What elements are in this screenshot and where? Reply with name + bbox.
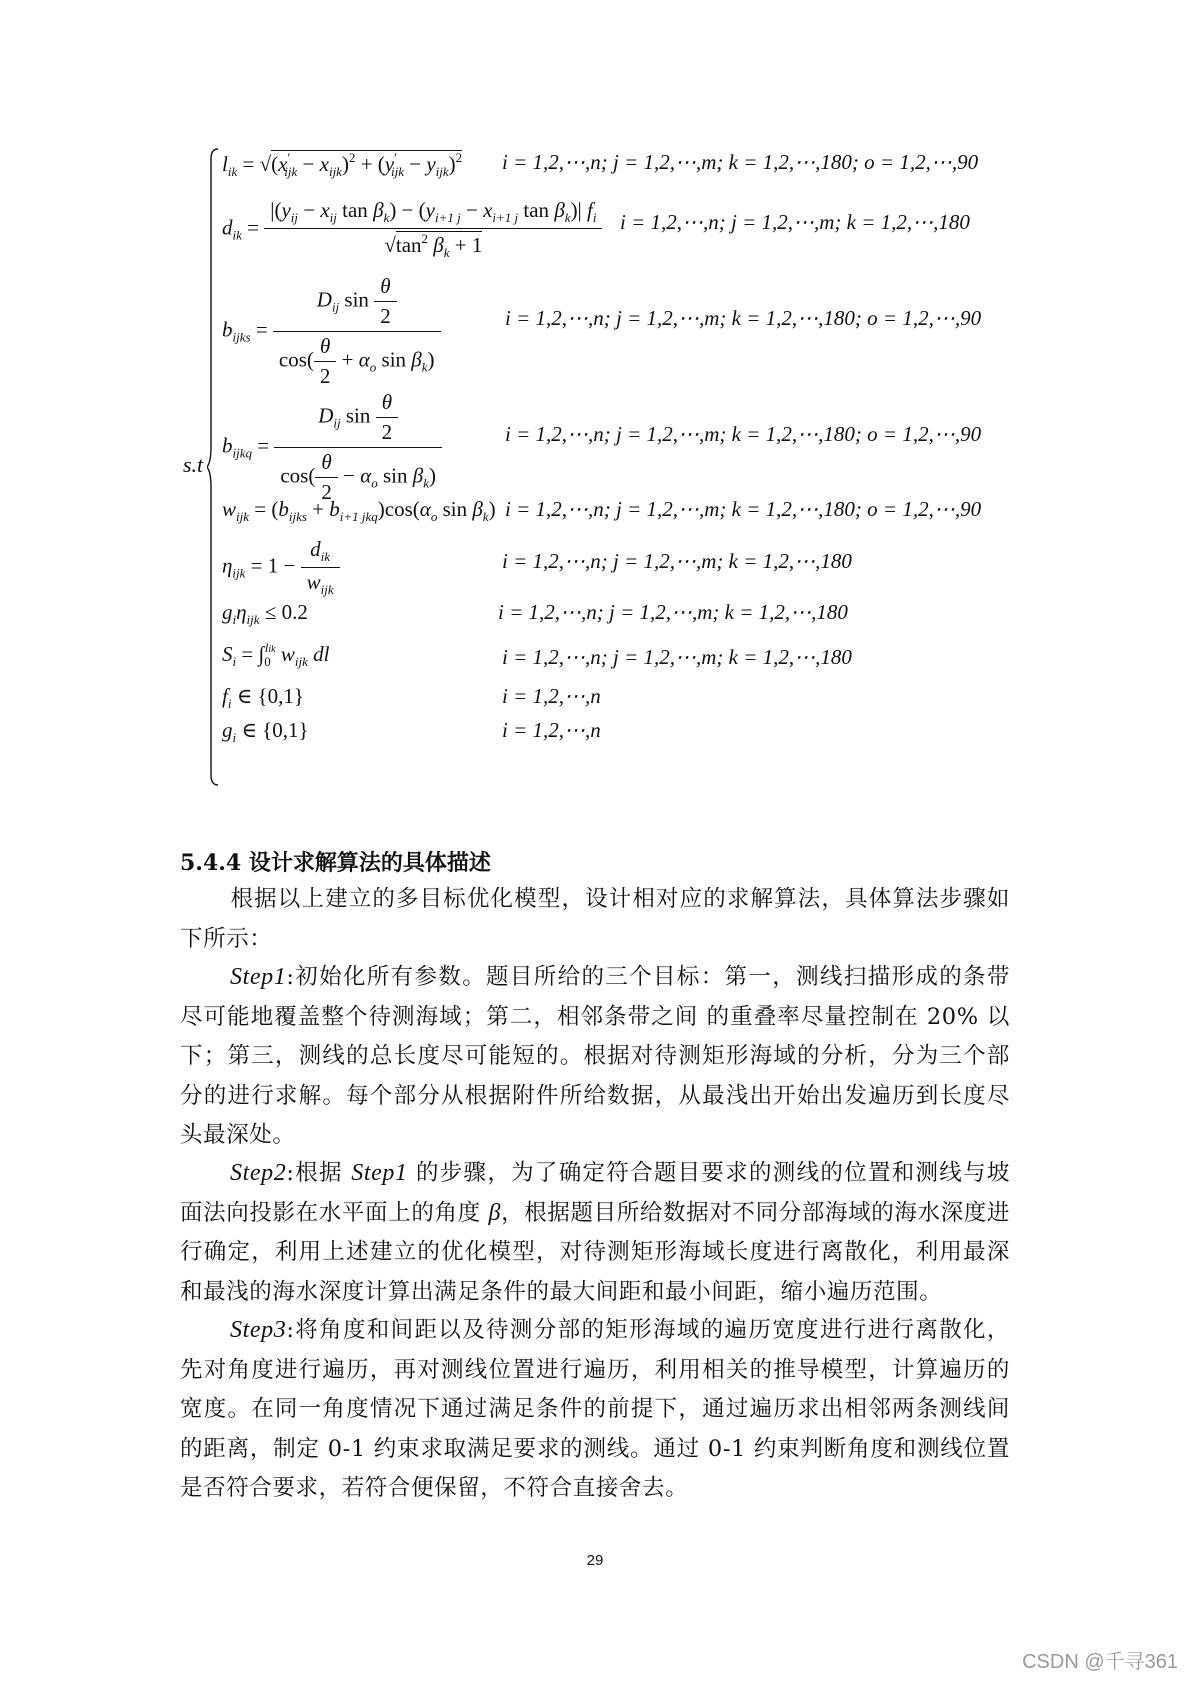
step2-text-a: :根据	[286, 1160, 352, 1186]
constraint-row-eta	[222, 537, 1022, 597]
step3-paragraph	[180, 1311, 1010, 1509]
condition-g: i = 1,2,⋯,n	[502, 718, 601, 742]
formula-s: $S_i = \int_0^{lik}$ $w_{ijk}$ dl	[222, 640, 330, 669]
step2-ref: Step1	[351, 1160, 408, 1186]
condition-eta: i = 1,2,⋯,n; j = 1,2,⋯,m; k = 1,2,⋯,180	[502, 549, 852, 573]
section-heading: 5.4.4 设计求解算法的具体描述	[180, 850, 491, 876]
formula-l: $l_{ik} = √(x'_{ijk} - x_{ijk})^2 + (y'_{ijk} - y_{ijk})^2$	[222, 150, 463, 179]
step2-text-c: ，根据题目所给数据对不同分部海域的海水深度进行确定，利用上述建立的优化模型，对待测矩形海域长度进行离散化，利用最深和最浅的海水深度计算出满足条件的最大间距和最小间距，缩小遍历范围。	[180, 1199, 1010, 1305]
page-number: 29	[586, 1552, 604, 1569]
condition-l: i = 1,2,⋯,n; j = 1,2,⋯,m; k = 1,2,⋯,180; o = 1,2,⋯,90	[502, 150, 979, 174]
step1-text: :初始化所有参数。题目所给的三个目标：第一，测线扫描形成的条带尽可能地覆盖整个待测海域；第二，相邻条带之间 的重叠率尽量控制在 20% 以下；第三，测线的总长度尽可能短的。根据对待测矩形海域的分析，分为三个部分的进行求解。每个部分从根据附件所给数据，从最浅出开始出发遍历到长度尽头最深处。	[180, 964, 1010, 1148]
formula-f: $f_i$ ∈ {0,1}	[222, 684, 304, 711]
constraint-row-w	[222, 497, 1022, 533]
formula-d: $d_{ik}$ = $\frac{|(y_{ij} - x_{ij} \tan \beta_k) - (y_{i+1 j} - x_{i+1 j} \tan \beta_k)| f_i}{√\tan^2 \beta_k + 1}$	[222, 198, 602, 261]
formula-g-eta: $g_i\eta_{ijk} \le 0.2$	[222, 600, 308, 627]
constraint-row-s	[222, 640, 1022, 684]
intro-paragraph	[180, 880, 1010, 959]
condition-bs: i = 1,2,⋯,n; j = 1,2,⋯,m; k = 1,2,⋯,180; o = 1,2,⋯,90	[505, 306, 982, 330]
step1-label: Step1	[230, 964, 287, 990]
condition-f: i = 1,2,⋯,n	[502, 684, 601, 708]
formula-bs: $b_{ijks}$ = $D_{ij}$ sin $\frac{\theta}{2}$ cos( $\frac{\theta}{2}$ + $\alpha_o$ $\sin \beta_k$)	[222, 274, 441, 389]
step2-label: Step2	[230, 1160, 287, 1186]
formula-text-sources	[0, 0, 1, 1]
condition-g-eta: i = 1,2,⋯,n; j = 1,2,⋯,m; k = 1,2,⋯,180	[498, 600, 848, 624]
intro-text: 根据以上建立的多目标优化模型，设计相对应的求解算法，具体算法步骤如下所示：	[180, 886, 1010, 952]
formula-eta: $\eta_{ijk} = 1$ − $\frac{d_{ik}}{w_{ijk}}$	[222, 537, 340, 598]
constraint-row-l	[222, 150, 1022, 190]
step3-text: :将角度和间距以及待测分部的矩形海域的遍历宽度进行进行离散化，先对角度进行遍历，再对测线位置进行遍历，利用相关的推导模型，计算遍历的宽度。在同一角度情况下通过满足条件的前提下，通过遍历求出相邻两条测线间的距离，制定 0-1 约束求取满足要求的测线。通过 0-1 约束判断角度和测线位置是否符合要求，若符合便保留，不符合直接舍去。	[180, 1317, 1010, 1501]
step3-label: Step3	[230, 1317, 287, 1343]
constraint-row-bs	[222, 272, 1022, 388]
formula-bq: $b_{ijkq}$ = $D_{ij}$ sin $\frac{\theta}{2}$ cos( $\frac{\theta}{2}$ − $\alpha_o$ $\sin \beta_k$)	[222, 390, 442, 505]
condition-w: i = 1,2,⋯,n; j = 1,2,⋯,m; k = 1,2,⋯,180; o = 1,2,⋯,90	[505, 497, 982, 521]
left-brace-icon	[207, 147, 219, 787]
constraint-row-bq	[222, 388, 1022, 504]
constraint-row-g	[222, 718, 1022, 752]
formula-g: $g_i$ ∈ {0,1}	[222, 718, 309, 745]
formula-text-l	[0, 0, 1, 1]
formula-w: $w_{ijk} = (b_{ijks} + b_{i+1 jkq})\cos(\alpha_o$ $\sin \beta_k$)	[222, 497, 496, 524]
constraint-row-f	[222, 684, 1022, 718]
constraint-row-d	[222, 198, 1022, 262]
subject-to-label: s.t	[183, 452, 204, 477]
step1-paragraph	[180, 958, 1010, 1156]
beta-symbol: β	[488, 1199, 502, 1226]
condition-d: i = 1,2,⋯,n; j = 1,2,⋯,m; k = 1,2,⋯,180	[620, 210, 970, 234]
constraint-row-g-eta	[222, 600, 1022, 636]
condition-s: i = 1,2,⋯,n; j = 1,2,⋯,m; k = 1,2,⋯,180	[502, 645, 852, 669]
csdn-watermark: CSDN @千寻361	[1022, 1651, 1178, 1673]
step2-paragraph	[180, 1154, 1010, 1312]
step2-text-b: 的步骤，为了确定符合题目要求的测线的位置和测线与坡面法向投影在水平面上的角度	[180, 1160, 1010, 1226]
condition-bq: i = 1,2,⋯,n; j = 1,2,⋯,m; k = 1,2,⋯,180; o = 1,2,⋯,90	[505, 422, 982, 446]
